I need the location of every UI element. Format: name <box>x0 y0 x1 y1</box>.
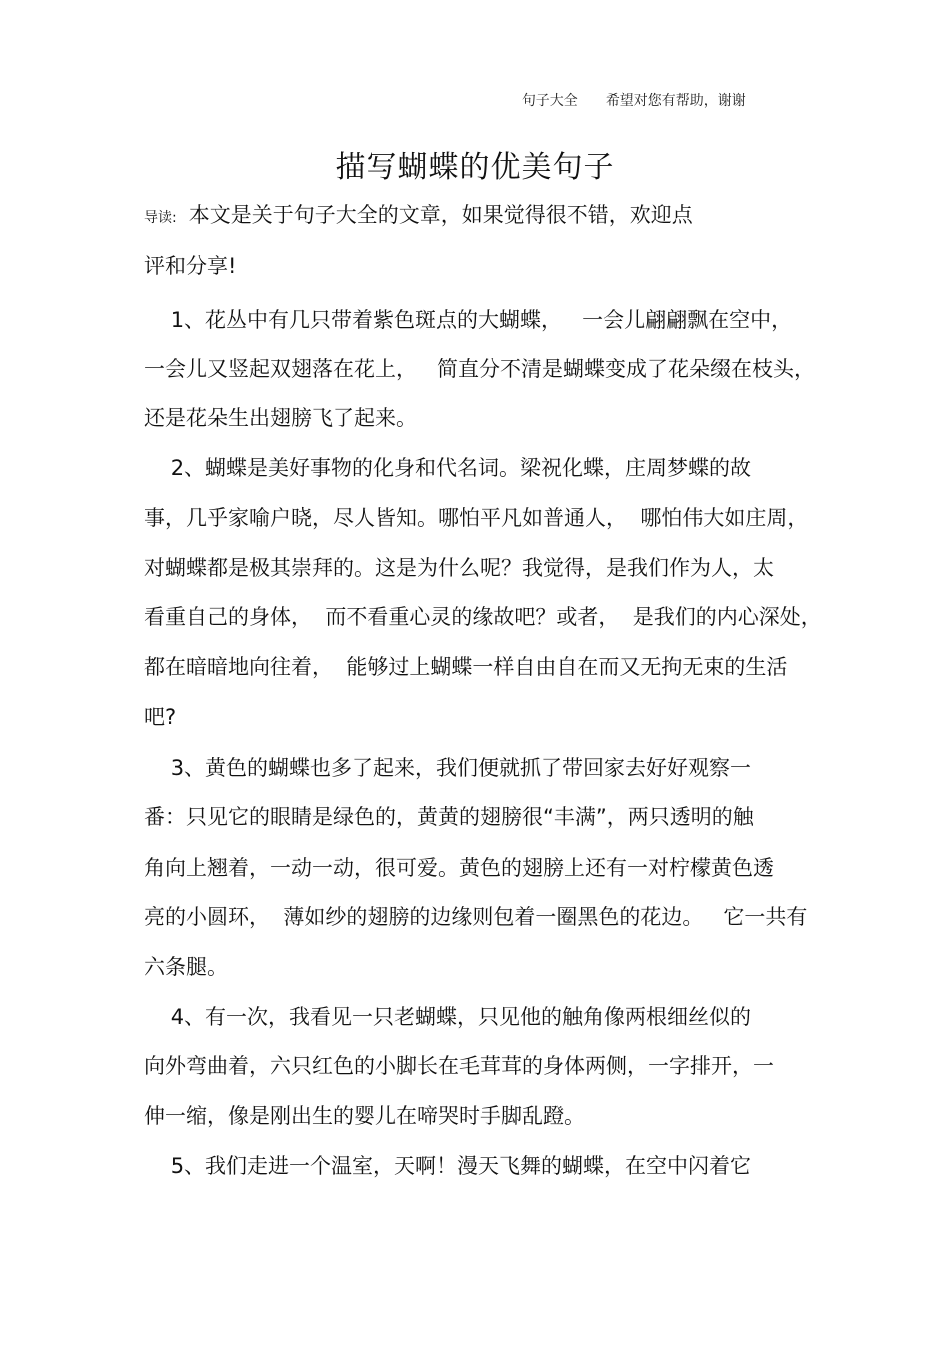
paragraph-3-line-2: 番：只见它的眼睛是绿色的，黄黄的翅膀很“丰满”，两只透明的触 <box>144 805 754 829</box>
intro-line-2: 评和分享! <box>144 254 237 278</box>
intro-line-1 <box>144 205 693 226</box>
paragraph-1-line-2: 一会儿又竖起双翅落在花上， 简直分不清是蝴蝶变成了花朵缀在枝头， <box>144 357 816 381</box>
paragraph-2-line-5: 都在暗暗地向往着， 能够过上蝴蝶一样自由自在而又无拘无束的生活 <box>144 655 788 679</box>
intro-label: 导读: <box>144 210 177 226</box>
paragraph-3-line-1: 3、黄色的蝴蝶也多了起来，我们便就抓了带回家去好好观察一 <box>144 756 752 780</box>
header-right: 希望对您有帮助，谢谢 <box>605 93 746 109</box>
paragraph-1-line-3: 还是花朵生出翅膀飞了起来。 <box>144 406 417 430</box>
paragraph-4-line-1: 4、有一次，我看见一只老蝴蝶，只见他的触角像两根细丝似的 <box>144 1005 752 1029</box>
paragraph-4-line-2: 向外弯曲着，六只红色的小脚长在毛茸茸的身体两侧，一字排开，一 <box>144 1054 774 1078</box>
paragraph-2-line-3: 对蝴蝶都是极其崇拜的。这是为什么呢？我觉得，是我们作为人，太 <box>144 556 774 580</box>
paragraph-2-line-1: 2、蝴蝶是美好事物的化身和代名词。梁祝化蝶，庄周梦蝶的故 <box>144 456 752 480</box>
paragraph-1-line-1: 1、花丛中有几只带着紫色斑点的大蝴蝶， 一会儿翩翩飘在空中， <box>144 308 793 332</box>
intro-text-1: 本文是关于句子大全的文章，如果觉得很不错，欢迎点 <box>188 203 693 227</box>
page-header <box>504 74 746 126</box>
paragraph-2-line-4: 看重自己的身体， 而不看重心灵的缘故吧？或者， 是我们的内心深处， <box>144 605 822 629</box>
paragraph-3-line-4: 亮的小圆环， 薄如纱的翅膀的边缘则包着一圈黑色的花边。 它一共有 <box>144 905 808 929</box>
paragraph-3-line-3: 角向上翘着，一动一动，很可爱。黄色的翅膀上还有一对柠檬黄色透 <box>144 856 774 880</box>
paragraph-2-line-6: 吧? <box>144 705 177 729</box>
paragraph-5-line-1: 5、我们走进一个温室，天啊！漫天飞舞的蝴蝶，在空中闪着它 <box>144 1154 752 1178</box>
paragraph-3-line-5: 六条腿。 <box>144 955 228 979</box>
header-left: 句子大全 <box>521 93 578 109</box>
paragraph-4-line-3: 伸一缩，像是刚出生的婴儿在啼哭时手脚乱蹬。 <box>144 1104 585 1128</box>
paragraph-2-line-2: 事，几乎家喻户晓，尽人皆知。哪怕平凡如普通人， 哪怕伟大如庄周， <box>144 506 809 530</box>
page-title: 描写蝴蝶的优美句子 <box>335 150 615 185</box>
